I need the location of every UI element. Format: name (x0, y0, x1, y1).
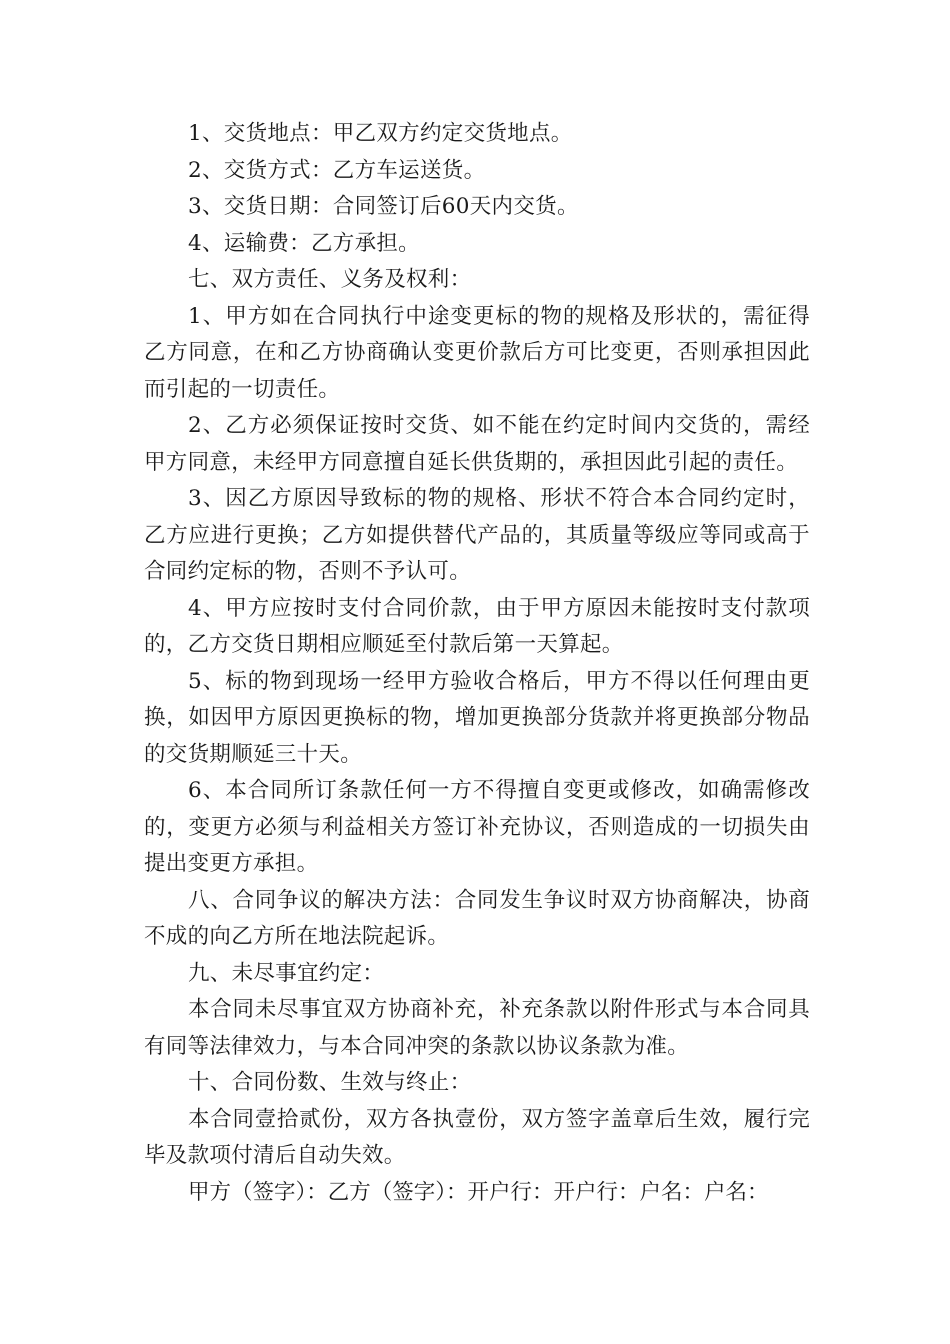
paragraph-clause-3: 3、因乙方原因导致标的物的规格、形状不符合本合同约定时，乙方应进行更换；乙方如提供替代产品的，其质量等级应等同或高于合同约定标的物，否则不予认可。 (144, 486, 810, 584)
section-dispute-resolution: 八、合同争议的解决方法：合同发生争议时双方协商解决，协商不成的向乙方所在地法院起诉。 (144, 887, 810, 949)
paragraph-delivery-location: 1、交货地点：甲乙双方约定交货地点。 (188, 121, 573, 146)
paragraph-other-matters: 本合同未尽事宜双方协商补充，补充条款以附件形式与本合同具有同等法律效力，与本合同冲突的条款以协议条款为准。 (144, 997, 810, 1059)
section-heading-other-matters: 九、未尽事宜约定： (188, 960, 385, 986)
paragraph-clause-1: 1、甲方如在合同执行中途变更标的物的规格及形状的，需征得乙方同意，在和乙方协商确认变更价款后方可比变更，否则承担因此而引起的一切责任。 (144, 303, 810, 402)
paragraph-clause-5: 5、标的物到现场一经甲方验收合格后，甲方不得以任何理由更换，如因甲方原因更换标的物，增加更换部分货款并将更换部分物品的交货期顺延三十天。 (144, 668, 810, 767)
paragraph-copies-validity: 本合同壹拾贰份，双方各执壹份，双方签字盖章后生效，履行完毕及款项付清后自动失效。 (144, 1106, 810, 1168)
paragraph-freight: 4、运输费：乙方承担。 (188, 230, 420, 256)
paragraph-delivery-method: 2、交货方式：乙方车运送货。 (188, 157, 486, 183)
section-heading-responsibilities: 七、双方责任、义务及权利： (188, 267, 472, 292)
paragraph-clause-6: 6、本合同所订条款任何一方不得擅自变更或修改，如确需修改的，变更方必须与利益相关方签订补充协议，否则造成的一切损失由提出变更方承担。 (144, 778, 810, 876)
paragraph-clause-2: 2、乙方必须保证按时交货、如不能在约定时间内交货的，需经甲方同意，未经甲方同意擅自延长供货期的，承担因此引起的责任。 (144, 413, 810, 475)
section-heading-copies-validity: 十、合同份数、生效与终止： (188, 1070, 472, 1095)
signature-line: 甲方（签字）：乙方（签字）：开户行：开户行：户名：户名： (188, 1179, 769, 1205)
contract-body (144, 116, 810, 1211)
paragraph-clause-4: 4、甲方应按时支付合同价款，由于甲方原因未能按时支付款项的，乙方交货日期相应顺延至付款后第一天算起。 (144, 595, 810, 657)
paragraph-delivery-date: 3、交货日期：合同签订后60天内交货。 (188, 194, 579, 219)
